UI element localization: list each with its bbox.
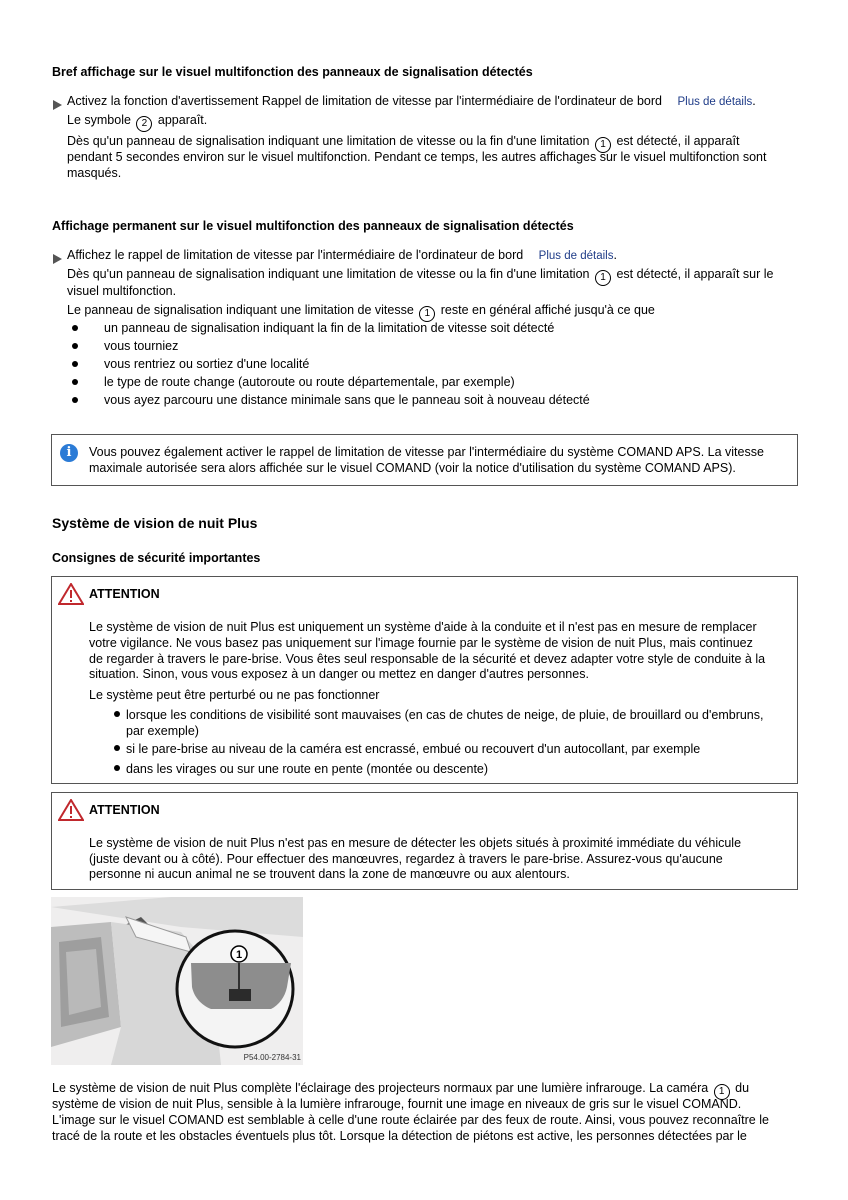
section-heading-permanent-display: Affichage permanent sur le visuel multifonction des panneaux de signalisation détectés bbox=[52, 219, 574, 233]
callout-1-icon: 1 bbox=[714, 1084, 730, 1100]
paragraph-text-after: est détecté, il apparaît sur le bbox=[616, 267, 774, 281]
symbol-text: Le symbole bbox=[67, 113, 131, 127]
paragraph-text: Le panneau de signalisation indiquant une limitation de vitesse bbox=[67, 303, 414, 317]
paragraph-line-3: masqués. bbox=[67, 166, 122, 180]
paragraph-line-4: tracé de la route et les obstacles éventuels plus tôt. Lorsque la détection de piétons est active, les personnes détectées par le bbox=[52, 1129, 747, 1143]
paragraph-text: Le système de vision de nuit Plus complète l'éclairage des projecteurs normaux par une lumière infrarouge. La caméra bbox=[52, 1081, 709, 1095]
callout-2-icon: 2 bbox=[136, 116, 152, 132]
paragraph-text: Dès qu'un panneau de signalisation indiquant une limitation de vitesse ou la fin d'une limitation bbox=[67, 134, 590, 148]
bullet-icon bbox=[114, 765, 120, 771]
info-text-line-2: maximale autorisée sera alors affichée sur le visuel COMAND (voir la notice d'utilisation du système COMAND APS). bbox=[89, 461, 736, 475]
step-text: Activez la fonction d'avertissement Rappel de limitation de vitesse par l'intermédiaire de l'ordinateur de bord bbox=[67, 94, 662, 108]
symbol-line bbox=[67, 112, 207, 132]
bullet-icon bbox=[72, 361, 78, 367]
section-title-night-vision: Système de vision de nuit Plus bbox=[52, 515, 258, 531]
warning-triangle-icon bbox=[58, 799, 84, 821]
symbol-text-after: apparaît. bbox=[157, 113, 208, 127]
list-item-text: dans les virages ou sur une route en pente (montée ou descente) bbox=[126, 762, 489, 776]
callout-number: 1 bbox=[235, 949, 243, 961]
step-text: Affichez le rappel de limitation de vitesse par l'intermédiaire de l'ordinateur de bord bbox=[67, 248, 524, 262]
figure-code: P54.00-2784-31 bbox=[243, 1053, 301, 1062]
more-details-link[interactable]: Plus de détails bbox=[538, 250, 614, 262]
list-item-text: vous ayez parcouru une distance minimale sans que le panneau soit à nouveau détecté bbox=[104, 393, 590, 407]
more-details-link[interactable]: Plus de détails bbox=[677, 96, 753, 108]
paragraph-line-2: visuel multifonction. bbox=[67, 284, 177, 298]
step-suffix: . bbox=[613, 248, 617, 262]
warning-label: ATTENTION bbox=[89, 587, 160, 601]
bullet-icon bbox=[72, 379, 78, 385]
paragraph-line-2: système de vision de nuit Plus, sensible à la lumière infrarouge, fournit une image en niveaux de gris sur le visuel COMAND. bbox=[52, 1097, 742, 1111]
paragraph-line-2: pendant 5 secondes environ sur le visuel multifonction. Pendant ce temps, les autres affichages sur le visuel multifonction sont bbox=[67, 150, 767, 164]
warning-text-line: situation. Sinon, vous vous exposez à un danger ou mettez en danger d'autres personnes. bbox=[89, 667, 589, 681]
warning-text-line: votre vigilance. Ne vous basez pas uniquement sur l'image fournie par le système de vision de nuit Plus, mais continuez bbox=[89, 636, 753, 650]
warning-text-line: de regarder à travers le pare-brise. Vous êtes seul responsable de la sécurité et devez adapter votre style de conduite à la bbox=[89, 652, 766, 666]
warning-label: ATTENTION bbox=[89, 803, 160, 817]
info-box bbox=[51, 434, 798, 486]
warning-triangle-icon bbox=[58, 583, 84, 605]
bullet-icon bbox=[72, 343, 78, 349]
list-item-text: lorsque les conditions de visibilité sont mauvaises (en cas de chutes de neige, de pluie, de brouillard ou d'embruns, bbox=[126, 708, 764, 722]
warning-text-line: Le système de vision de nuit Plus est uniquement un système d'aide à la conduite et il n'est pas en mesure de remplacer bbox=[89, 620, 757, 634]
paragraph-line-3: L'image sur le visuel COMAND est semblable à celle d'une route éclairée par des feux de route. Ainsi, vous pouvez reconnaître le bbox=[52, 1113, 769, 1127]
list-item-text: vous rentriez ou sortiez d'une localité bbox=[104, 357, 310, 371]
info-text-line-1: Vous pouvez également activer le rappel de limitation de vitesse par l'intermédiaire du système COMAND APS. La vitesse bbox=[89, 445, 764, 459]
bullet-icon bbox=[114, 745, 120, 751]
list-item-text-continued: par exemple) bbox=[126, 724, 199, 738]
bullet-icon bbox=[114, 711, 120, 717]
bullet-icon bbox=[72, 325, 78, 331]
arrow-right-icon bbox=[53, 97, 62, 115]
night-vision-camera-figure bbox=[51, 897, 303, 1065]
info-icon: i bbox=[60, 444, 78, 462]
callout-1-icon: 1 bbox=[595, 270, 611, 286]
list-item-text: vous tourniez bbox=[104, 339, 179, 353]
paragraph-text-after: reste en général affiché jusqu'à ce que bbox=[440, 303, 655, 317]
callout-1-icon: 1 bbox=[419, 306, 435, 322]
car-interior-illustration bbox=[51, 897, 303, 1065]
warning-text-line: Le système peut être perturbé ou ne pas fonctionner bbox=[89, 688, 380, 702]
paragraph-text-after: du bbox=[735, 1081, 750, 1095]
warning-box bbox=[51, 576, 798, 784]
list-item-text: un panneau de signalisation indiquant la fin de la limitation de vitesse soit détecté bbox=[104, 321, 555, 335]
callout-1-icon: 1 bbox=[595, 137, 611, 153]
paragraph-line bbox=[67, 302, 655, 322]
section-heading-brief-display: Bref affichage sur le visuel multifonction des panneaux de signalisation détectés bbox=[52, 65, 533, 79]
instruction-step bbox=[67, 247, 617, 264]
bullet-icon bbox=[72, 397, 78, 403]
paragraph-text-after: est détecté, il apparaît bbox=[616, 134, 740, 148]
instruction-step bbox=[67, 93, 756, 110]
warning-box bbox=[51, 792, 798, 890]
list-item-text: le type de route change (autoroute ou route départementale, par exemple) bbox=[104, 375, 515, 389]
warning-text-line: Le système de vision de nuit Plus n'est pas en mesure de détecter les objets situés à proximité immédiate du véhicule bbox=[89, 836, 742, 850]
paragraph-text: Dès qu'un panneau de signalisation indiquant une limitation de vitesse ou la fin d'une limitation bbox=[67, 267, 590, 281]
warning-text-line: (juste devant ou à côté). Pour effectuer des manœuvres, regardez à travers le pare-brise. Assurez-vous qu'aucune bbox=[89, 852, 723, 866]
warning-text-line: personne ni aucun animal ne se trouvent dans la zone de manœuvre ou aux alentours. bbox=[89, 867, 570, 881]
list-item-text: si le pare-brise au niveau de la caméra est encrassé, embué ou recouvert d'un autocollant, par exemple bbox=[126, 742, 701, 756]
arrow-right-icon bbox=[53, 251, 62, 269]
step-suffix: . bbox=[752, 94, 756, 108]
subsection-title-safety: Consignes de sécurité importantes bbox=[52, 551, 261, 565]
